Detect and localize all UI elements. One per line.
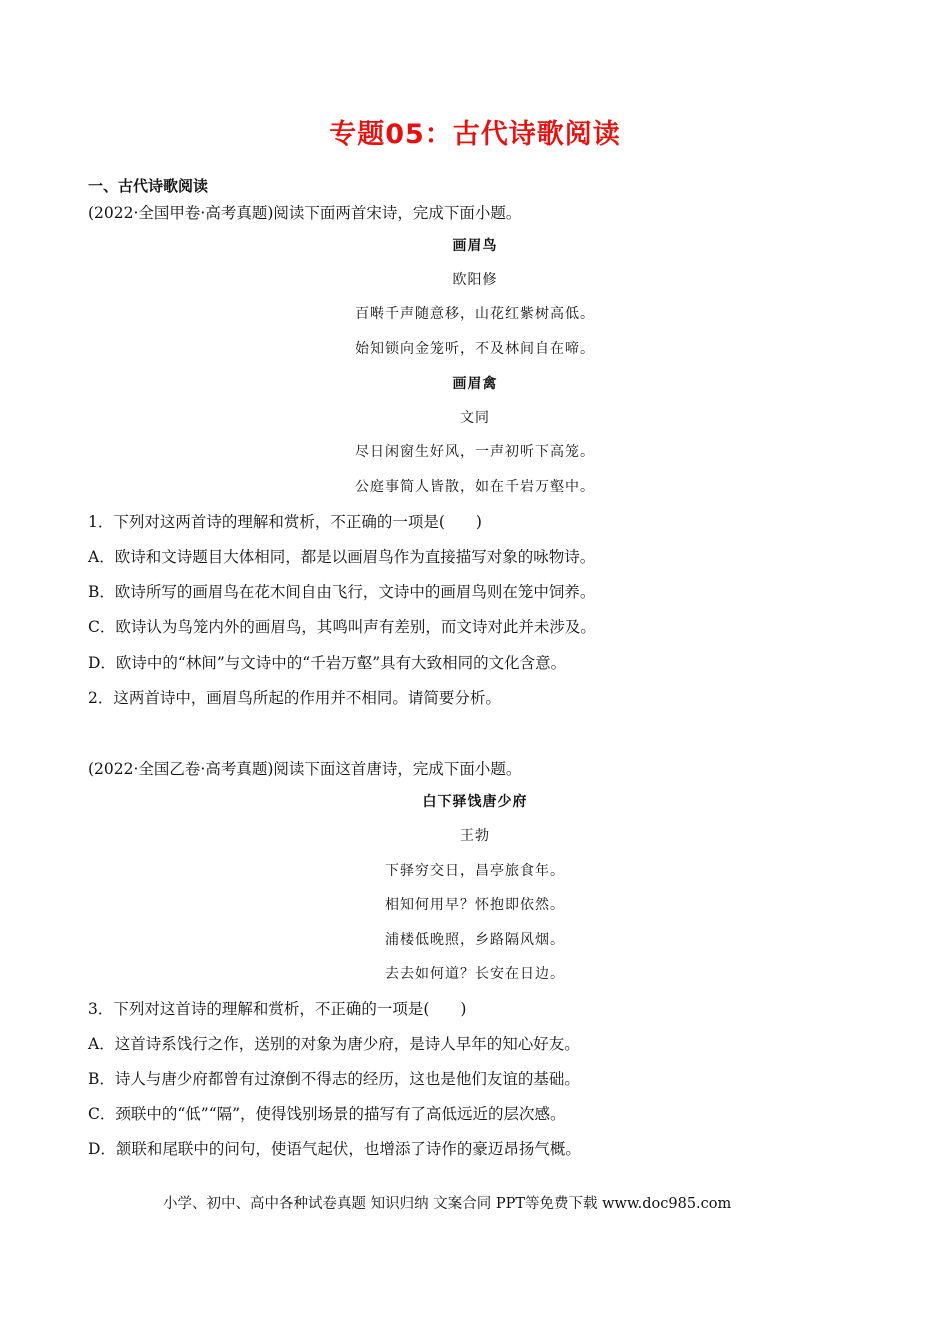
poem2-line: 公庭事简人皆散，如在千岩万壑中。 xyxy=(355,479,595,495)
poem3-line: 去去如何道？长安在日边。 xyxy=(385,966,565,982)
question-1-option-b: B．欧诗所写的画眉鸟在花木间自由飞行，文诗中的画眉鸟则在笼中饲养。 xyxy=(88,583,596,601)
question-3-option-d: D．颔联和尾联中的问句，使语气起伏，也增添了诗作的豪迈昂扬气概。 xyxy=(88,1140,581,1158)
poem1-title: 画眉鸟 xyxy=(452,238,498,254)
passage2-source: (2022·全国乙卷·高考真题)阅读下面这首唐诗，完成下面小题。 xyxy=(88,760,522,778)
poem3-title: 白下驿饯唐少府 xyxy=(422,794,528,810)
question-3-option-a: A．这首诗系饯行之作，送别的对象为唐少府，是诗人早年的知心好友。 xyxy=(88,1035,580,1053)
page-title: 专题05：古代诗歌阅读 xyxy=(329,119,621,150)
poem2-title: 画眉禽 xyxy=(452,376,498,392)
section-heading: 一、古代诗歌阅读 xyxy=(88,177,209,195)
poem1-line: 始知锁向金笼听，不及林间自在啼。 xyxy=(355,341,595,357)
question-3-option-b: B．诗人与唐少府都曾有过潦倒不得志的经历，这也是他们友谊的基础。 xyxy=(88,1070,580,1088)
passage1-source: (2022·全国甲卷·高考真题)阅读下面两首宋诗，完成下面小题。 xyxy=(88,204,522,222)
poem1-line: 百啭千声随意移，山花红紫树高低。 xyxy=(355,306,595,322)
poem3-line: 下驿穷交日，昌亭旅食年。 xyxy=(385,863,565,879)
question-3-option-c: C．颈联中的“低”“隔”，使得饯别场景的描写有了高低远近的层次感。 xyxy=(88,1105,566,1123)
poem2-line: 尽日闲窗生好风，一声初听下高笼。 xyxy=(355,444,595,460)
question-1: 1．下列对这两首诗的理解和赏析，不正确的一项是( ) xyxy=(88,513,482,531)
poem2-author: 文同 xyxy=(460,410,490,426)
question-2: 2．这两首诗中，画眉鸟所起的作用并不相同。请简要分析。 xyxy=(88,689,501,707)
poem3-line: 浦楼低晚照，乡路隔风烟。 xyxy=(385,932,565,948)
poem3-line: 相知何用早？怀抱即依然。 xyxy=(385,897,565,913)
poem3-author: 王勃 xyxy=(460,828,490,844)
question-3: 3．下列对这首诗的理解和赏析，不正确的一项是( ) xyxy=(88,1000,467,1018)
question-1-option-a: A．欧诗和文诗题目大体相同，都是以画眉鸟作为直接描写对象的咏物诗。 xyxy=(88,548,596,566)
question-1-option-c: C．欧诗认为鸟笼内外的画眉鸟，其鸣叫声有差别，而文诗对此并未涉及。 xyxy=(88,618,596,636)
footer-text: 小学、初中、高中各种试卷真题 知识归纳 文案合同 PPT等免费下载 www.doc985.com xyxy=(163,1196,732,1212)
poem1-author: 欧阳修 xyxy=(452,272,498,288)
question-1-option-d: D．欧诗中的“林间”与文诗中的“千岩万壑”具有大致相同的文化含意。 xyxy=(88,654,567,672)
